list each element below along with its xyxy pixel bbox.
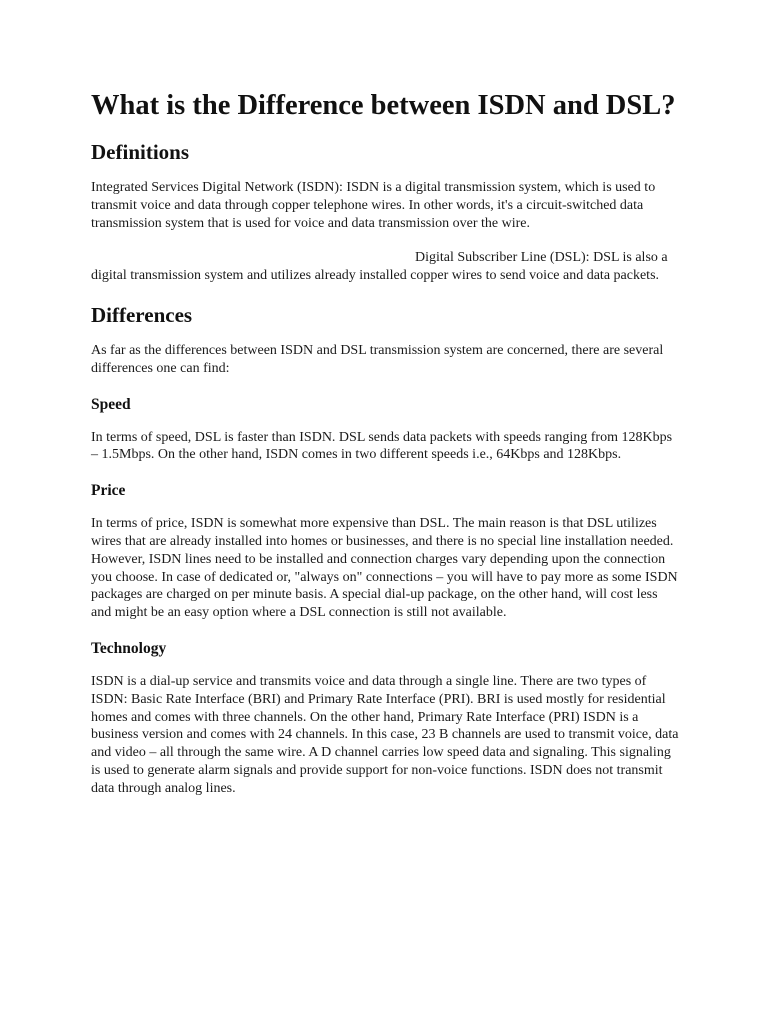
dsl-definition: Digital Subscriber Line (DSL): DSL is also a digital transmission system and utilizes already installed copper wires to send voice and data packets. (91, 250, 668, 284)
price-text: In terms of price, ISDN is somewhat more expensive than DSL. The main reason is that DSL utilizes wires that are already installed into homes or businesses, and there is no special line installation needed. However, ISDN lines need to be installed and connection charges vary depending upon the connection you choose. In case of dedicated or, "always on" connections – you will have to pay more as some ISDN packages are charged on per minute basis. A special dial-up package, on the other hand, will cost less and might be an easy option where a DSL connection is still not available. (91, 516, 678, 621)
technology-heading: Technology (91, 639, 167, 657)
differences-intro: As far as the differences between ISDN and DSL transmission system are concerned, there are several differences one can find: (91, 342, 664, 376)
isdn-definition: Integrated Services Digital Network (ISDN): ISDN is a digital transmission system, which is used to transmit voice and data through copper telephone wires. In other words, it's a circuit-switched data transmission system that is used for voice and data transmission over the wire. (91, 180, 656, 231)
price-heading: Price (91, 482, 126, 500)
speed-heading: Speed (91, 395, 131, 413)
technology-text: ISDN is a dial-up service and transmits voice and data through a single line. There are two types of ISDN: Basic Rate Interface (BRI) and Primary Rate Interface (PRI). BRI is used mostly for residential homes and comes with three channels. On the other hand, Primary Rate Interface (PRI) ISDN is a business version and comes with 24 channels. In this case, 23 B channels are used to transmit voice, data and video – all through the same wire. A D channel carries low speed data and signaling. This signaling is used to generate alarm signals and provide support for non-voice functions. ISDN does not transmit data through analog lines. (91, 673, 679, 796)
differences-heading: Differences (91, 302, 193, 327)
speed-text: In terms of speed, DSL is faster than ISDN. DSL sends data packets with speeds ranging from 128Kbps – 1.5Mbps. On the other hand, ISDN comes in two different speeds i.e., 64Kbps and 128Kbps. (91, 429, 673, 463)
page-title: What is the Difference between ISDN and DSL? (91, 90, 676, 121)
definitions-heading: Definitions (91, 140, 190, 164)
document-page (91, 88, 681, 815)
dsl-definition-paragraph (91, 249, 681, 285)
